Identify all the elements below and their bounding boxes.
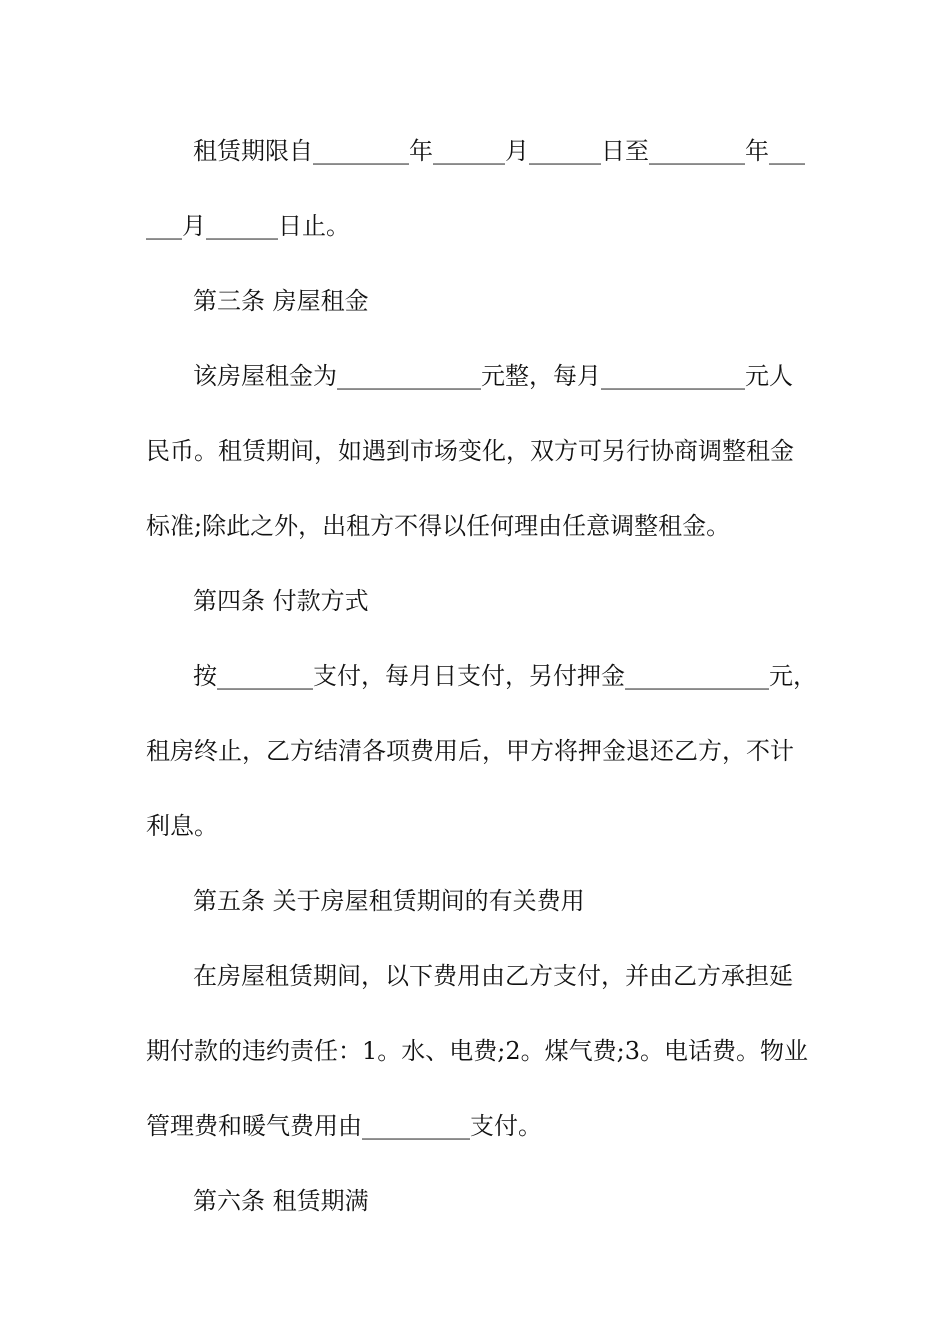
article-6-heading: 第六条 租赁期满 (193, 1187, 369, 1215)
fees-paragraph-line-3: 管理费和暖气费用由_________支付。 (146, 1112, 542, 1140)
payment-paragraph-line-3: 利息。 (146, 812, 218, 840)
rent-paragraph-line-2: 民币。租赁期间，如遇到市场变化，双方可另行协商调整租金 (146, 437, 794, 465)
lease-term-line-2: ___月______日止。 (146, 212, 350, 240)
payment-paragraph-line-2: 租房终止，乙方结清各项费用后，甲方将押金退还乙方，不计 (146, 737, 794, 765)
article-3-heading: 第三条 房屋租金 (193, 287, 369, 315)
rent-paragraph-line-3: 标准;除此之外，出租方不得以任何理由任意调整租金。 (146, 512, 731, 540)
rent-paragraph-line-1: 该房屋租金为____________元整，每月____________元人 (193, 362, 793, 390)
article-5-heading: 第五条 关于房屋租赁期间的有关费用 (193, 887, 585, 915)
article-4-heading: 第四条 付款方式 (193, 587, 369, 615)
fees-paragraph-line-1: 在房屋租赁期间，以下费用由乙方支付，并由乙方承担延 (193, 962, 793, 990)
payment-paragraph-line-1: 按________支付，每月日支付，另付押金____________元， (193, 662, 817, 690)
lease-term-line-1: 租赁期限自________年______月______日至________年___ (193, 137, 805, 165)
fees-paragraph-line-2: 期付款的违约责任：1。水、电费;2。煤气费;3。电话费。物业 (146, 1037, 808, 1065)
